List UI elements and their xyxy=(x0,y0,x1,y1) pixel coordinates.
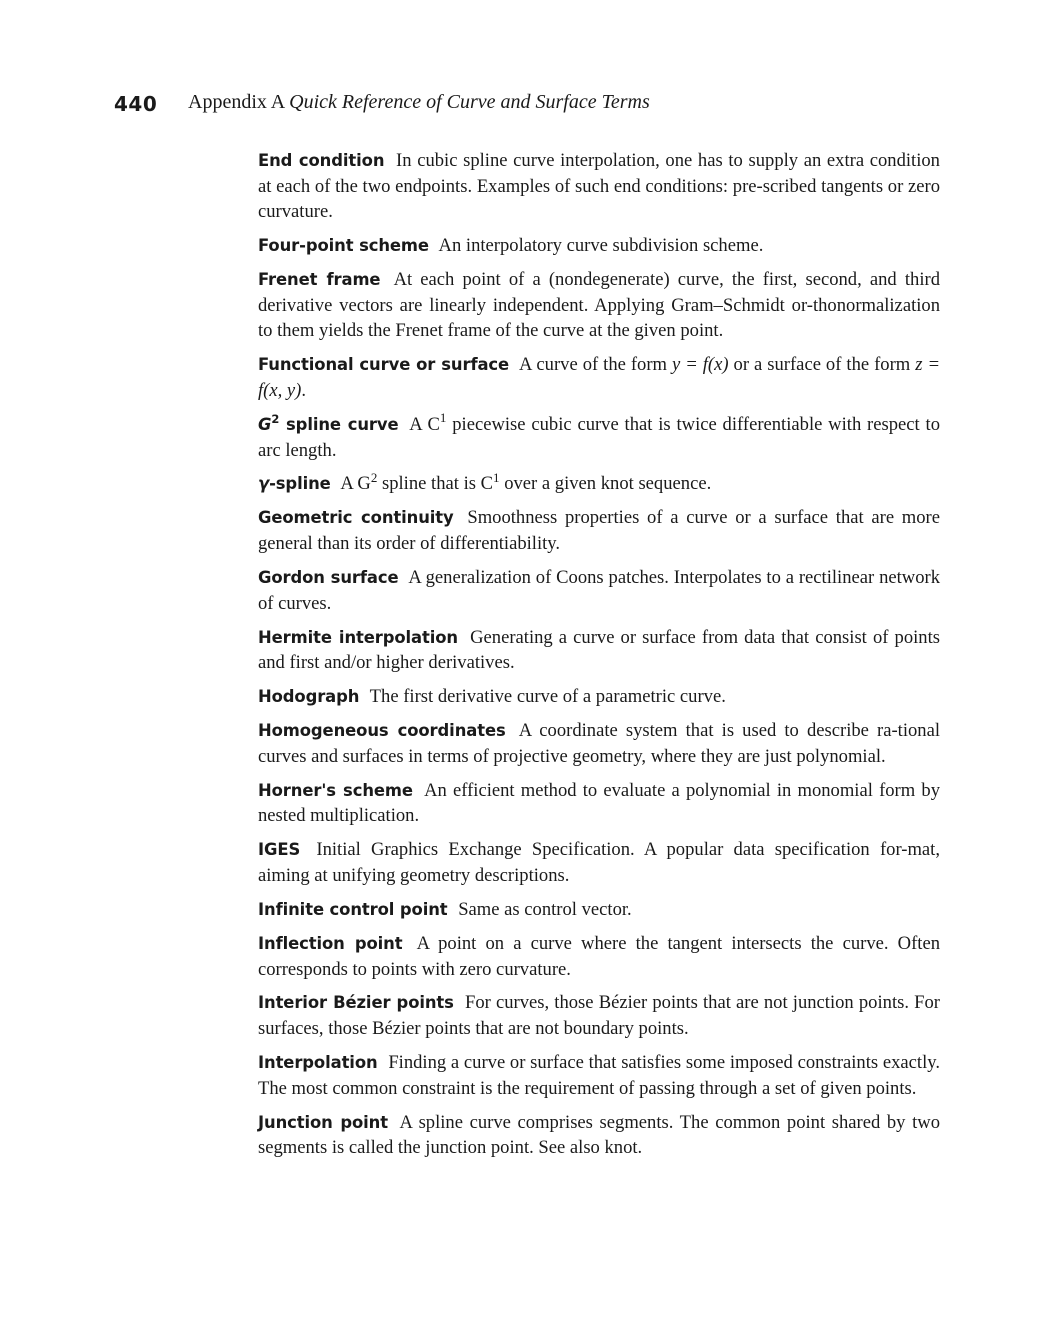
entry-term: $G^2$ spline curve xyxy=(258,411,399,434)
glossary-entry-frenet-frame xyxy=(258,267,940,344)
entry-term: Four-point scheme xyxy=(258,236,429,256)
glossary-entry-four-point-scheme xyxy=(258,233,940,259)
entry-term: γ-spline xyxy=(258,474,331,494)
appendix-label: Appendix A xyxy=(188,91,285,113)
entry-definition: For curves, those Bézier points that are not junction points. For surfaces, those Bézier points that are not boundary points. xyxy=(258,992,940,1040)
glossary-entry-geometric-continuity xyxy=(258,505,940,556)
entry-definition: Smoothness properties of a curve or a surface that are more general than its order of differentiability. xyxy=(258,507,940,555)
glossary-entry-horners-scheme xyxy=(258,778,940,829)
entry-definition: In cubic spline curve interpolation, one has to supply an extra condition at each of the two endpoints. Examples of such end conditions: pre-scribed tangents or zero curvature. xyxy=(258,150,940,223)
glossary-entry-iges xyxy=(258,837,940,888)
entry-definition: A $G^2$ spline that is $C^1$ over a given knot sequence. xyxy=(340,469,712,495)
entry-definition: The first derivative curve of a parametric curve. xyxy=(369,686,726,708)
glossary-entry-functional-curve xyxy=(258,352,940,403)
chapter-title: Quick Reference of Curve and Surface Terms xyxy=(289,91,650,113)
entry-definition: A coordinate system that is used to describe ra-tional curves and surfaces in terms of projective geometry, where they are just polynomial. xyxy=(258,720,941,767)
page-number: 440 xyxy=(114,92,158,116)
glossary-entry-inflection-point xyxy=(258,931,940,982)
entry-term: Interior Bézier points xyxy=(258,993,454,1013)
entry-term: Interpolation xyxy=(258,1053,378,1073)
entry-definition: A spline curve comprises segments. The common point shared by two segments is called the junction point. See also knot. xyxy=(258,1111,940,1159)
glossary-entry-hermite-interpolation xyxy=(258,625,940,676)
glossary-entry-homogeneous-coordinates xyxy=(258,718,940,769)
entry-definition: At each point of a (nondegenerate) curve, the first, second, and third derivative vectors are linearly independent. Applying Gram–Schmidt or-thonormalization to them yields the Frenet frame of the curve at the given point. xyxy=(258,269,940,342)
formula-z-fxy: z = f(x, y) xyxy=(258,354,941,401)
glossary-entry-interior-bezier-points xyxy=(258,990,940,1041)
entry-definition: A point on a curve where the tangent intersects the curve. Often corresponds to points with zero curvature. xyxy=(258,932,940,980)
entry-definition: A curve of the form y = f(x) or a surface of the form z = f(x, y). xyxy=(258,354,941,401)
entry-term: Frenet frame xyxy=(258,270,381,290)
glossary-entry-infinite-control-point xyxy=(258,897,940,923)
formula-y-fx: y = f(x) xyxy=(672,354,729,376)
entry-definition: An interpolatory curve subdivision scheme. xyxy=(438,235,764,257)
glossary-entry-junction-point xyxy=(258,1110,940,1161)
entry-term: Hermite interpolation xyxy=(258,627,458,647)
entry-term: Infinite control point xyxy=(258,899,448,919)
entry-term: Gordon surface xyxy=(258,568,399,588)
entry-definition: Initial Graphics Exchange Specification. A popular data specification for-mat, aiming at unifying geometry descriptions. xyxy=(258,839,940,886)
page-header xyxy=(114,90,944,122)
entry-term: Horner's scheme xyxy=(258,780,413,800)
glossary-entry-gordon-surface xyxy=(258,565,940,616)
entry-term: Homogeneous coordinates xyxy=(258,721,506,741)
entry-definition: A generalization of Coons patches. Interpolates to a rectilinear network of curves. xyxy=(258,567,940,614)
glossary-entry-gamma-spline xyxy=(258,471,940,497)
entry-term: Geometric continuity xyxy=(258,508,454,528)
entry-definition: Same as control vector. xyxy=(458,898,632,920)
entry-definition: Generating a curve or surface from data that consist of points and first and/or higher derivatives. xyxy=(258,626,940,674)
entry-definition: Finding a curve or surface that satisfies some imposed constraints exactly. The most common constraint is the requirement of passing through a set of given points. xyxy=(258,1052,940,1099)
entry-term: End condition xyxy=(258,151,385,170)
entry-term: Inflection point xyxy=(258,933,403,953)
entry-term: Functional curve or surface xyxy=(258,355,510,375)
glossary-entry-interpolation xyxy=(258,1050,940,1101)
running-head xyxy=(188,91,650,114)
entry-definition: A $C^1$ piecewise cubic curve that is twice differentiable with respect to arc length. xyxy=(258,410,940,461)
glossary-entry-end-condition xyxy=(258,148,940,225)
glossary-entries xyxy=(258,148,940,1169)
glossary-entry-hodograph xyxy=(258,684,940,710)
glossary-entry-g2-spline-curve xyxy=(258,412,940,463)
entry-term: Hodograph xyxy=(258,687,360,707)
entry-term: Junction point xyxy=(258,1112,388,1132)
entry-term: IGES xyxy=(258,840,301,860)
entry-definition: An efficient method to evaluate a polynomial in monomial form by nested multiplication. xyxy=(258,779,940,827)
